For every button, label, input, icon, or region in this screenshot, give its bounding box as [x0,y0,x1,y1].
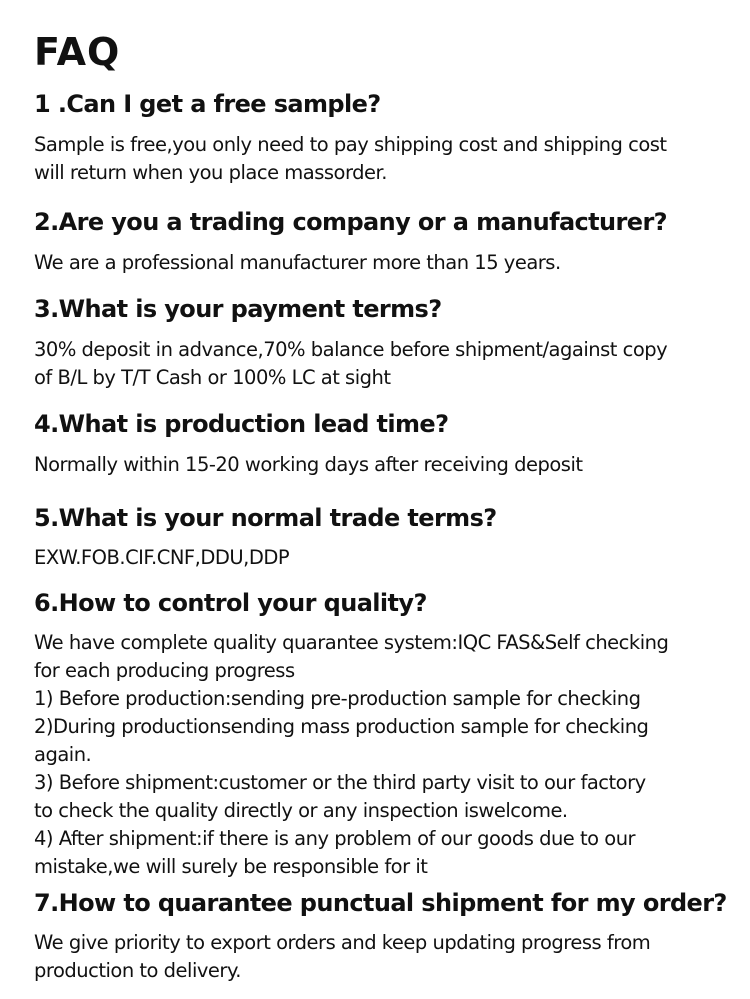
answer-line: 1) Before production:sending pre-production sample for checking [34,687,641,710]
answer-line: production to delivery. [34,959,241,982]
answer-line: 4) After shipment:if there is any problem of our goods due to our [34,827,636,850]
faq-answer-3 [34,336,742,392]
answer-line: Normally within 15-20 working days after receiving deposit [34,453,583,476]
faq-answer-2 [34,249,742,277]
faq-question-1: 1 .Can I get a free sample? [34,90,381,118]
answer-line: Sample is free,you only need to pay shipping cost and shipping cost [34,133,667,156]
answer-line: mistake,we will surely be responsible for it [34,855,428,878]
page-title: FAQ [34,30,121,74]
answer-line: again. [34,743,92,766]
faq-answer-4 [34,451,742,479]
faq-question-5: 5.What is your normal trade terms? [34,504,497,532]
faq-answer-7 [34,929,742,985]
answer-line: of B/L by T/T Cash or 100% LC at sight [34,366,391,389]
answer-line: 3) Before shipment:customer or the third party visit to our factory [34,771,646,794]
answer-line: We give priority to export orders and keep updating progress from [34,931,651,954]
faq-answer-5 [34,544,742,572]
faq-answer-1 [34,131,742,187]
answer-line: We have complete quality quarantee system:IQC FAS&Self checking [34,631,669,654]
answer-line: to check the quality directly or any inspection iswelcome. [34,799,568,822]
faq-question-7: 7.How to quarantee punctual shipment for my order? [34,889,727,917]
faq-question-4: 4.What is production lead time? [34,410,449,438]
answer-line: will return when you place massorder. [34,161,387,184]
answer-line: We are a professional manufacturer more than 15 years. [34,251,561,274]
answer-line: 30% deposit in advance,70% balance before shipment/against copy [34,338,668,361]
answer-line: EXW.FOB.CIF.CNF,DDU,DDP [34,546,290,569]
faq-question-6: 6.How to control your quality? [34,589,427,617]
faq-question-3: 3.What is your payment terms? [34,295,442,323]
faq-answer-6 [34,629,742,881]
faq-question-2: 2.Are you a trading company or a manufacturer? [34,208,667,236]
answer-line: for each producing progress [34,659,295,682]
answer-line: 2)During productionsending mass production sample for checking [34,715,649,738]
